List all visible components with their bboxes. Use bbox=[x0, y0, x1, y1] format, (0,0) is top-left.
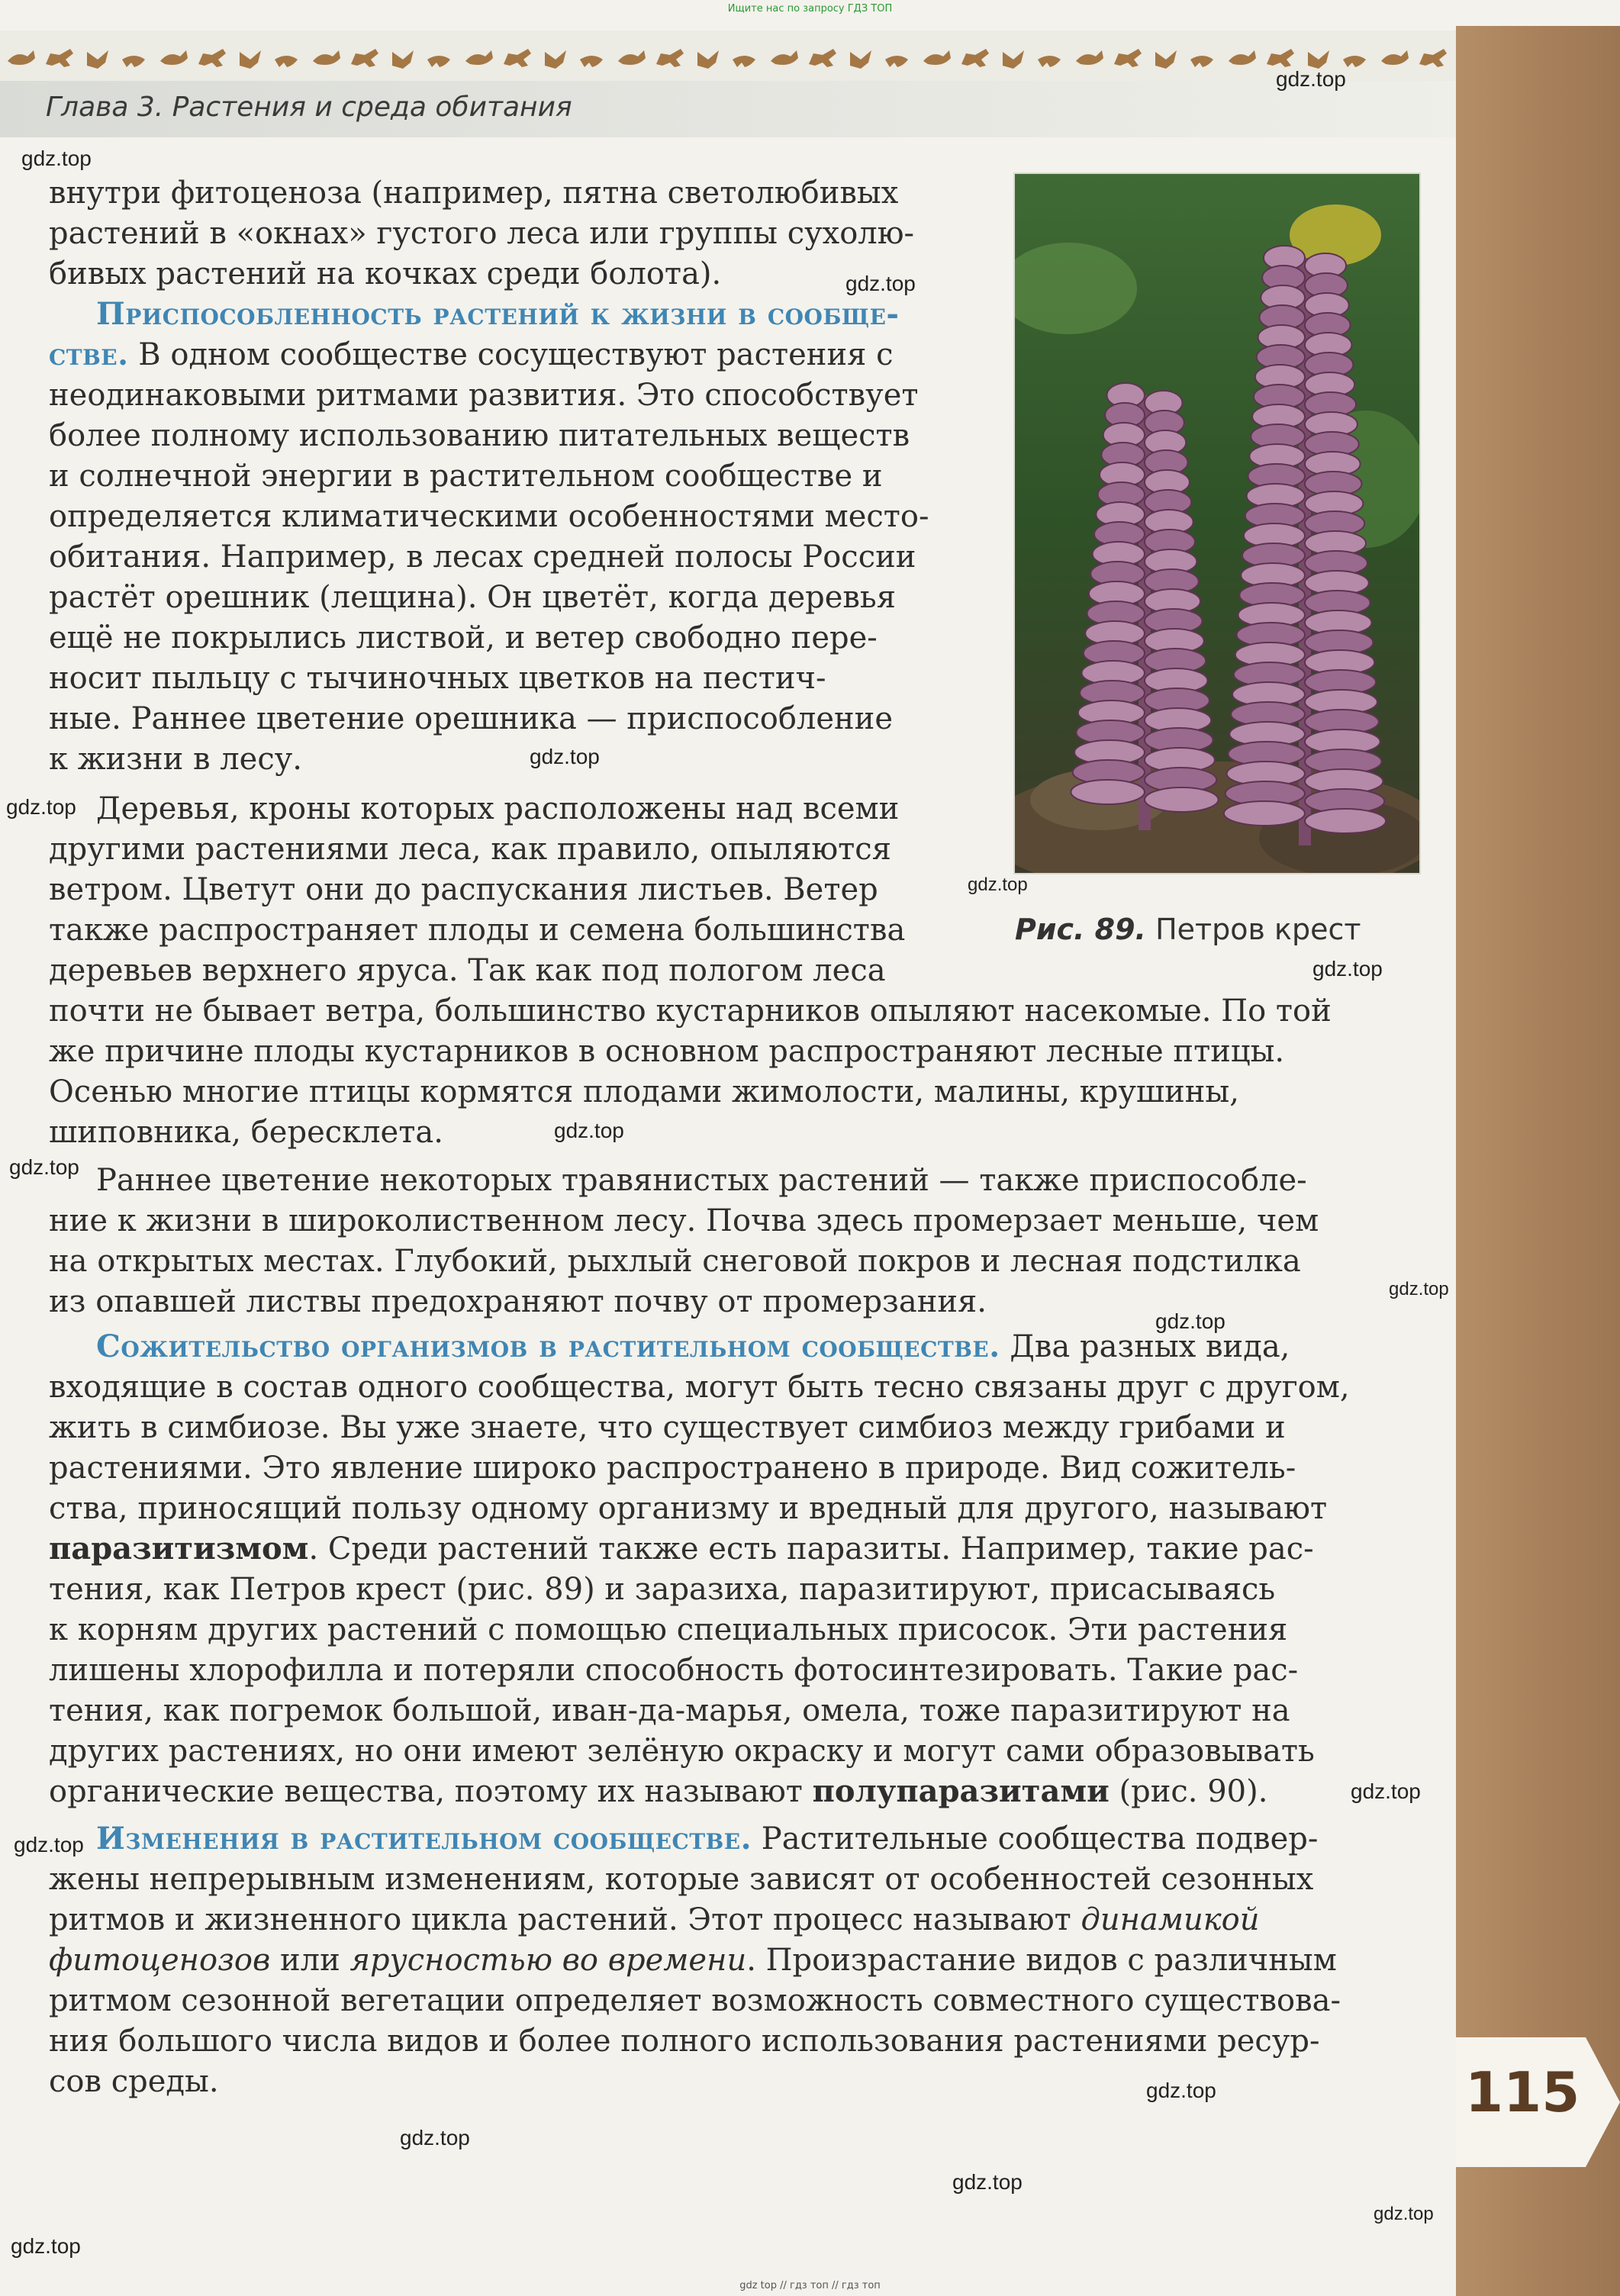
watermark: gdz.top bbox=[968, 874, 1028, 895]
watermark: gdz.top bbox=[21, 147, 92, 170]
chapter-title: Глава 3. Растения и среда обитания bbox=[46, 92, 572, 123]
section-heading-3: Изменения в растительном сообществе. Растительные сообщества подвер- bbox=[96, 1821, 1319, 1856]
watermark: gdz.top bbox=[11, 2234, 81, 2258]
watermark: gdz.top bbox=[1351, 1779, 1421, 1803]
watermark: gdz.top bbox=[1155, 1309, 1225, 1333]
text-line: стве. В одном сообществе сосуществуют растения с bbox=[49, 337, 894, 372]
figure-caption-text: Петров крест bbox=[1155, 913, 1361, 946]
text-line: к корням других растений с помощью специальных присосок. Эти растения bbox=[49, 1612, 1288, 1647]
text-line: определяется климатическими особенностями место- bbox=[49, 499, 929, 534]
text-line: Деревья, кроны которых расположены над всеми bbox=[96, 791, 900, 826]
text-line: сов среды. bbox=[49, 2064, 219, 2099]
watermark: gdz.top bbox=[1312, 957, 1383, 981]
text-line: паразитизмом. Среди растений также есть паразиты. Например, такие рас- bbox=[49, 1531, 1314, 1567]
text-line: Раннее цветение некоторых травянистых растений — также приспособле- bbox=[96, 1163, 1307, 1198]
text-line: других растениях, но они имеют зелёную окраску и могут сами образовывать bbox=[49, 1734, 1315, 1769]
watermark: gdz.top bbox=[14, 1833, 84, 1856]
text-line: жить в симбиозе. Вы уже знаете, что существует симбиоз между грибами и bbox=[49, 1410, 1286, 1445]
text-line: тения, как погремок большой, иван-да-марья, омела, тоже паразитируют на bbox=[49, 1693, 1290, 1728]
text-line: входящие в состав одного сообщества, могут быть тесно связаны друг с другом, bbox=[49, 1370, 1350, 1405]
text-line: же причине плоды кустарников в основном распространяют лесные птицы. bbox=[49, 1034, 1285, 1069]
watermark: gdz.top bbox=[554, 1119, 624, 1142]
bottom-note: gdz top // гдз топ // гдз топ bbox=[739, 2280, 881, 2291]
text-line: ние к жизни в широколиственном лесу. Почва здесь промерзает меньше, чем bbox=[49, 1203, 1319, 1238]
text-line: и солнечной энергии в растительном сообществе и bbox=[49, 459, 883, 494]
text-line: ритмом сезонной вегетации определяет возможность совместного существова- bbox=[49, 1983, 1341, 2018]
watermark: gdz.top bbox=[400, 2126, 470, 2149]
watermark: gdz.top bbox=[9, 1155, 79, 1179]
text-line: ветром. Цветут они до распускания листьев. Ветер bbox=[49, 872, 878, 907]
text-line: растёт орешник (лещина). Он цветёт, когда деревья bbox=[49, 580, 896, 615]
text-line: деревьев верхнего яруса. Так как под пологом леса bbox=[49, 953, 886, 988]
text-line: фитоценозов или ярусностью во времени. Произрастание видов с различным bbox=[49, 1943, 1337, 1978]
text-line: также распространяет плоды и семена большинства bbox=[49, 913, 906, 948]
text-line: лишены хлорофилла и потеряли способность фотосинтезировать. Такие рас- bbox=[49, 1653, 1299, 1688]
watermark: gdz.top bbox=[1389, 1279, 1449, 1299]
text-line: ния большого числа видов и более полного использования растениями ресур- bbox=[49, 2024, 1320, 2059]
text-line: неодинаковыми ритмами развития. Это способствует bbox=[49, 378, 919, 413]
text-line: из опавшей листвы предохраняют почву от промерзания. bbox=[49, 1284, 987, 1319]
text-line: шиповника, бересклета. bbox=[49, 1115, 443, 1150]
watermark: gdz.top bbox=[530, 745, 600, 768]
text-line: тения, как Петров крест (рис. 89) и заразиха, паразитируют, присасываясь bbox=[49, 1572, 1276, 1607]
text-line: на открытых местах. Глубокий, рыхлый снеговой покров и лесная подстилка bbox=[49, 1244, 1301, 1279]
watermark: gdz.top bbox=[1276, 67, 1346, 91]
watermark: gdz.top bbox=[6, 795, 76, 819]
animal-silhouettes-banner bbox=[0, 31, 1456, 81]
text-line: внутри фитоценоза (например, пятна светолюбивых bbox=[49, 176, 899, 211]
page-sidebar bbox=[1456, 26, 1620, 2296]
text-line: ещё не покрылись листвой, и ветер свободно пере- bbox=[49, 620, 878, 655]
top-note: Ищите нас по запросу ГДЗ ТОП bbox=[727, 3, 893, 14]
text-line: ства, приносящий пользу одному организму и вредный для другого, называют bbox=[49, 1491, 1328, 1526]
text-line: обитания. Например, в лесах средней полосы России bbox=[49, 539, 916, 575]
text-line: Осенью многие птицы кормятся плодами жимолости, малины, крушины, bbox=[49, 1074, 1239, 1109]
text-line: носит пыльцу с тычиночных цветков на пестич- bbox=[49, 661, 826, 696]
text-line: более полному использованию питательных веществ bbox=[49, 418, 910, 453]
watermark: gdz.top bbox=[1146, 2079, 1216, 2102]
text-line: растениями. Это явление широко распространено в природе. Вид сожитель- bbox=[49, 1451, 1296, 1486]
text-line: растений в «окнах» густого леса или группы сухолю- bbox=[49, 216, 915, 251]
section-heading-2: Сожительство организмов в растительном сообществе. Два разных вида, bbox=[96, 1328, 1290, 1364]
animal-silhouettes-icon bbox=[0, 31, 1456, 81]
text-line: жены непрерывным изменениям, которые зависят от особенностей сезонных bbox=[49, 1862, 1314, 1897]
watermark: gdz.top bbox=[845, 272, 916, 295]
text-line: бивых растений на кочках среди болота). bbox=[49, 256, 722, 291]
figure-89-caption bbox=[1015, 913, 1361, 946]
watermark: gdz.top bbox=[1374, 2204, 1434, 2224]
text-line: органические вещества, поэтому их называют полупаразитами (рис. 90). bbox=[49, 1773, 1268, 1809]
figure-number: Рис. 89. bbox=[1015, 913, 1146, 946]
text-line: к жизни в лесу. bbox=[49, 742, 302, 777]
text-line: другими растениями леса, как правило, опыляются bbox=[49, 832, 891, 867]
text-line: почти не бывает ветра, большинство кустарников опыляют насекомые. По той bbox=[49, 993, 1332, 1029]
section-heading-1: Приспособленность растений к жизни в сообще- bbox=[96, 296, 900, 332]
text-line: ные. Раннее цветение орешника — приспособление bbox=[49, 701, 894, 736]
watermark: gdz.top bbox=[952, 2170, 1023, 2194]
text-line: ритмов и жизненного цикла растений. Этот процесс называют динамикой bbox=[49, 1902, 1260, 1937]
page-number: 115 bbox=[1465, 2060, 1580, 2124]
figure-89-photo bbox=[1013, 172, 1421, 874]
